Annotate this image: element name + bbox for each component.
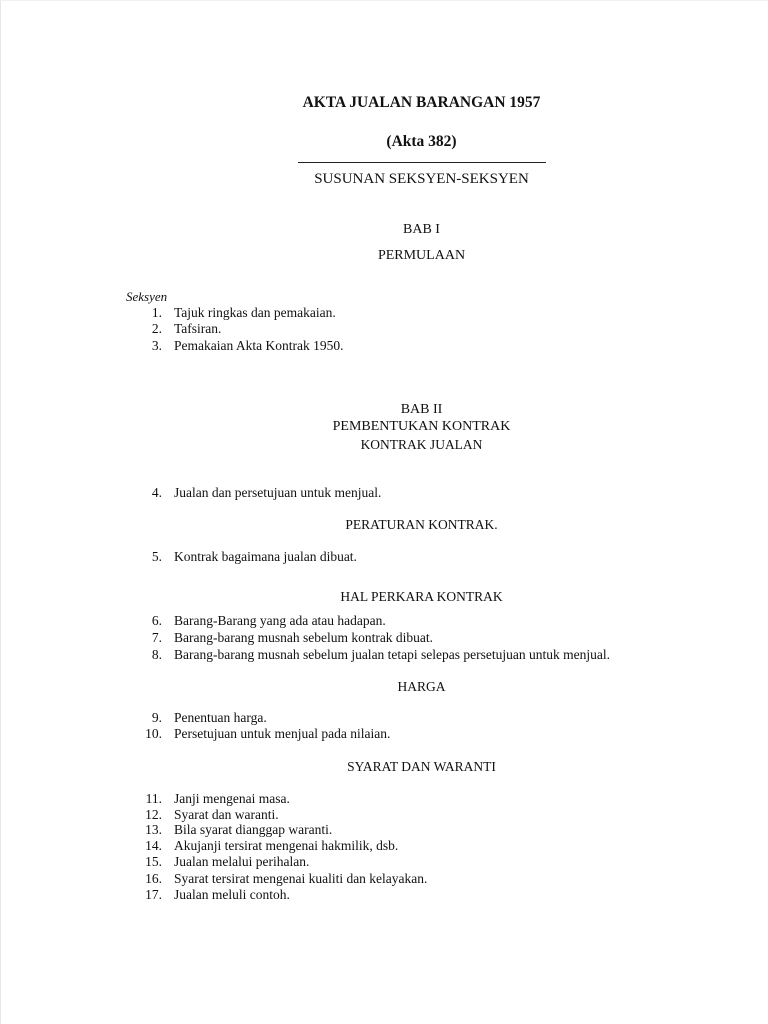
section-number: 13.	[145, 822, 162, 837]
section-title: Jualan meluli contoh.	[174, 887, 290, 902]
section-title: Kontrak bagaimana jualan dibuat.	[174, 549, 357, 564]
section-number: 4.	[151, 485, 162, 500]
section-number: 2.	[151, 321, 162, 336]
section-label: Seksyen	[126, 289, 168, 304]
section-number: 5.	[151, 549, 162, 564]
page-edge	[0, 0, 1, 1024]
part-1-title: PERMULAAN	[377, 248, 466, 263]
part-2-subtitle: KONTRAK JUALAN	[360, 437, 483, 452]
section-title: Janji mengenai masa.	[174, 791, 290, 806]
section-number: 3.	[151, 338, 162, 353]
section-number: 12.	[145, 807, 162, 822]
page-edge-top	[0, 0, 768, 1]
part-2-title: PEMBENTUKAN KONTRAK	[332, 419, 511, 434]
group-heading: SYARAT DAN WARANTI	[347, 759, 496, 774]
section-number: 6.	[151, 613, 162, 628]
section-title: Pemakaian Akta Kontrak 1950.	[174, 338, 344, 353]
group-heading: HARGA	[397, 679, 446, 694]
section-number: 8.	[151, 647, 162, 662]
part-1-number: BAB I	[403, 222, 440, 237]
group-heading: HAL PERKARA KONTRAK	[340, 589, 503, 604]
section-title: Barang-Barang yang ada atau hadapan.	[174, 613, 386, 628]
section-title: Persetujuan untuk menjual pada nilaian.	[174, 726, 391, 741]
section-number: 14.	[145, 838, 162, 853]
section-number: 15.	[145, 854, 162, 869]
act-number: (Akta 382)	[386, 133, 457, 150]
document-title: AKTA JUALAN BARANGAN 1957	[302, 94, 541, 111]
section-title: Tafsiran.	[174, 321, 222, 336]
section-title: Jualan melalui perihalan.	[174, 854, 310, 869]
section-number: 17.	[145, 887, 162, 902]
section-title: Barang-barang musnah sebelum jualan tetapi selepas persetujuan untuk menjual.	[174, 647, 610, 662]
section-number: 16.	[145, 871, 162, 886]
section-title: Bila syarat dianggap waranti.	[174, 822, 333, 837]
section-title: Jualan dan persetujuan untuk menjual.	[174, 485, 382, 500]
section-title: Akujanji tersirat mengenai hakmilik, dsb.	[174, 838, 399, 853]
part-2-number: BAB II	[400, 402, 443, 417]
section-title: Penentuan harga.	[174, 710, 267, 725]
group-heading: PERATURAN KONTRAK.	[345, 517, 498, 532]
section-title: Syarat dan waranti.	[174, 807, 279, 822]
section-title: Barang-barang musnah sebelum kontrak dibuat.	[174, 630, 434, 645]
section-number: 1.	[151, 305, 162, 320]
section-number: 10.	[145, 726, 162, 741]
contents-heading: SUSUNAN SEKSYEN-SEKSYEN	[314, 171, 529, 187]
section-number: 11.	[145, 791, 162, 806]
section-title: Syarat tersirat mengenai kualiti dan kelayakan.	[174, 871, 428, 886]
section-number: 9.	[151, 710, 162, 725]
section-number: 7.	[151, 630, 162, 645]
section-title: Tajuk ringkas dan pemakaian.	[174, 305, 336, 320]
title-divider	[298, 162, 546, 163]
